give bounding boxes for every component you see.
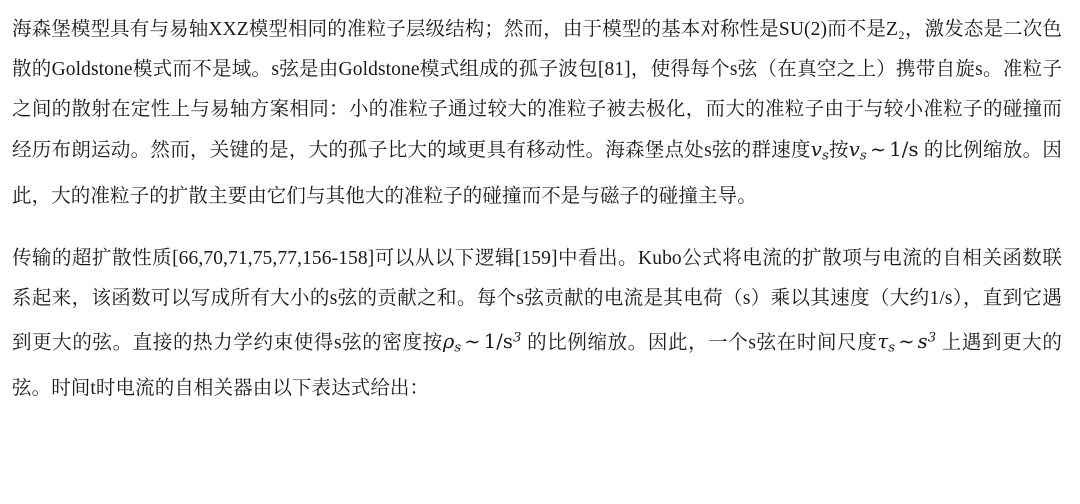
math-subscript-rho-s: s bbox=[454, 340, 462, 356]
math-one-over-s-cubed bbox=[484, 330, 522, 353]
math-symbol-v-2: v bbox=[848, 138, 860, 161]
math-symbol-rho: ρ bbox=[442, 330, 455, 354]
math-symbol-v: v bbox=[810, 138, 822, 161]
math-one-over-s-2: 1/s bbox=[483, 330, 514, 354]
paragraph-1-text-d: 的比例缩放。因此，大的准粒子的扩散主要由它们与其他大的准粒子的碰撞而不是与磁子的碰撞主导。 bbox=[12, 140, 1062, 207]
math-subscript-tau-s: s bbox=[888, 340, 896, 356]
math-density-rho-s bbox=[442, 330, 522, 356]
math-exponent-3-2: 3 bbox=[927, 330, 937, 346]
math-exponent-3: 3 bbox=[513, 330, 522, 346]
math-subscript-s-2: s bbox=[859, 148, 867, 164]
math-sim-operator: ∼ bbox=[869, 138, 887, 161]
math-s-base: s bbox=[917, 330, 928, 354]
math-subscript-s: s bbox=[821, 148, 829, 164]
math-symbol-tau: τ bbox=[877, 330, 889, 354]
math-sim-operator-2: ∼ bbox=[464, 330, 481, 354]
paragraph-2-text-b: 的比例缩放。因此，一个s弦在时间尺度 bbox=[521, 332, 878, 354]
paragraph-1-text-c: 按 bbox=[828, 140, 849, 161]
math-sim-operator-3: ∼ bbox=[898, 330, 915, 354]
math-timescale-tau-s bbox=[877, 330, 937, 356]
math-group-velocity-vs bbox=[810, 138, 829, 164]
paragraph-1-text-a: 海森堡模型具有与易轴XXZ模型相同的准粒子层级结构；然而，由于模型的基本对称性是SU(2)而不是Z bbox=[12, 19, 899, 40]
paragraph-2-text-a: 传输的超扩散性质[66,70,71,75,77,156-158]可以从以下逻辑[159]中看出。Kubo公式将电流的扩散项与电流的自相关函数联系起来，该函数可以写成所有大小的s弦的贡献之和。每个s弦贡献的电流是其电荷（s）乘以其速度（大约1/s），直到它遇到更大的弦。直接的热力学约束使得s弦的密度按 bbox=[12, 247, 1062, 354]
math-scaling-vs-1-over-s bbox=[848, 138, 919, 164]
paragraph-1-text-b: ₂，激发态是二次色散的Goldstone模式而不是域。s弦是由Goldstone模式组成的孤子波包[81]，使得每个s弦（在真空之上）携带自旋s。准粒子之间的散射在定性上与易轴方案相同：小的准粒子通过较大的准粒子被去极化，而大的准粒子由于与较小准粒子的碰撞而经历布朗运动。然而，关键的是，大的孤子比大的域更具有移动性。海森堡点处s弦的群速度 bbox=[12, 19, 1062, 161]
paragraph-2 bbox=[12, 239, 1062, 409]
paragraph-1 bbox=[12, 10, 1062, 217]
paragraph-2-text-c: 上遇到更大的弦。时间t时电流的自相关器由以下表达式给出： bbox=[12, 332, 1062, 399]
math-one-over-s: 1/s bbox=[889, 138, 919, 161]
